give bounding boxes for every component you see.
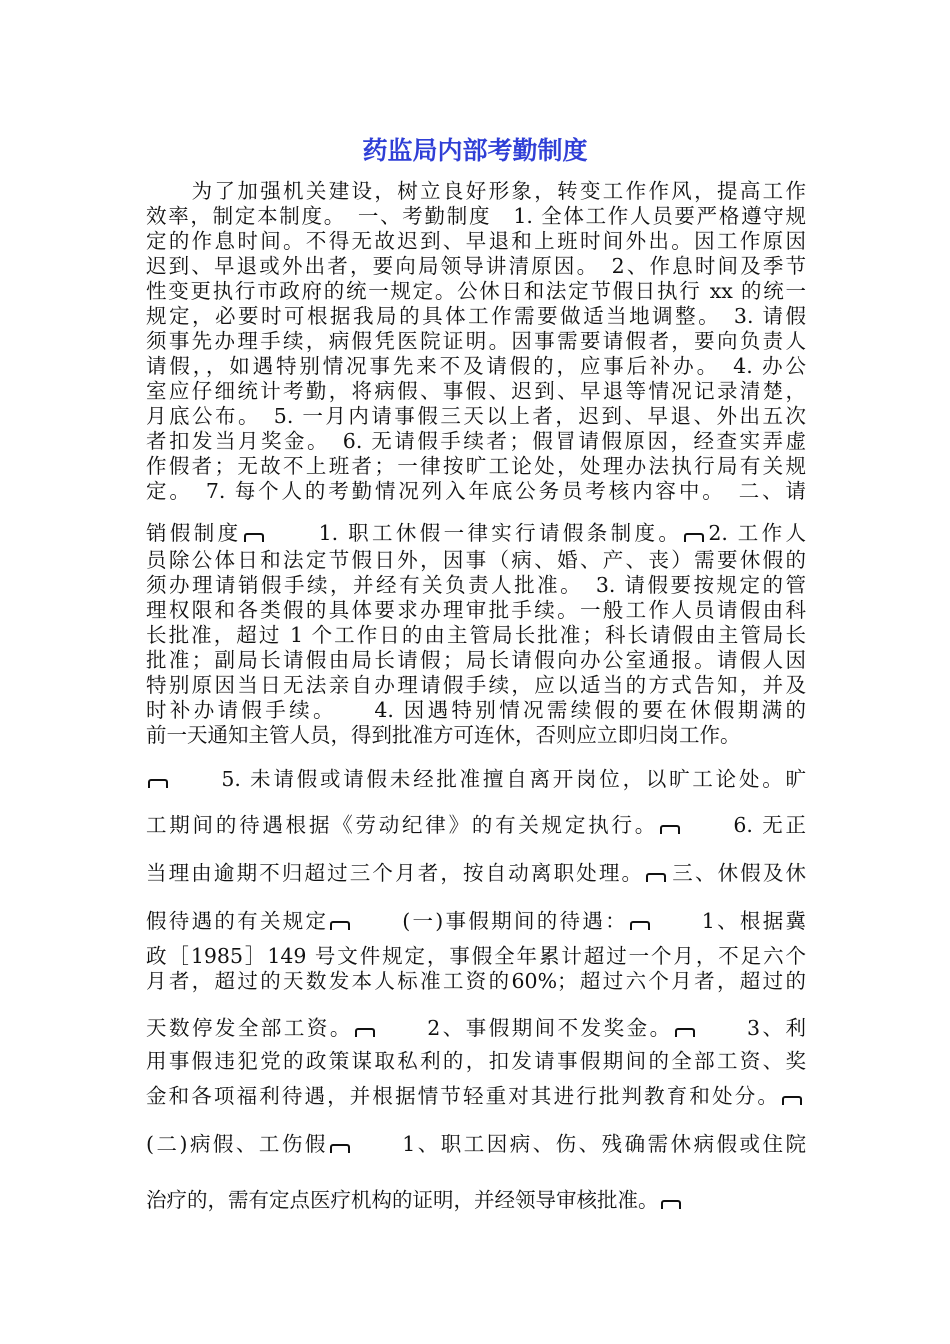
paragraph-mark-icon <box>660 825 680 834</box>
text-line: 定。 7. 每个人的考勤情况列入年底公务员考核内容中。 二、请 <box>146 479 806 503</box>
text-line: 为了加强机关建设，树立良好形象，转变工作作风，提高工作 <box>146 179 806 203</box>
text-line: 迟到、早退或外出者，要向局领导讲清原因。 2、作息时间及季节 <box>146 254 806 278</box>
paragraph-mark-icon <box>661 1200 681 1209</box>
text-line: 治疗的，需有定点医疗机构的证明，并经领导审核批准。 <box>146 1187 806 1213</box>
text-line: 作假者；无故不上班者；一律按旷工论处，处理办法执行局有关规 <box>146 454 806 478</box>
paragraph-mark-icon <box>646 873 666 882</box>
paragraph-mark-icon <box>355 1028 375 1037</box>
text-line: 须办理请销假手续，并经有关负责人批准。 3. 请假要按规定的管 <box>146 573 806 597</box>
text-line: 前一天通知主管人员，得到批准方可连休，否则应立即归岗工作。 <box>146 723 741 747</box>
text-line: 天数停发全部工资。 2、事假期间不发奖金。 3、利 <box>146 1016 806 1040</box>
text-line: 理权限和各类假的具体要求办理审批手续。一般工作人员请假由科 <box>146 598 806 622</box>
text-line: 员除公体日和法定节假日外，因事（病、婚、产、丧）需要休假的 <box>146 548 806 572</box>
text-line: 销假制度 1. 职工休假一律实行请假条制度。 2. 工作人 <box>146 521 806 545</box>
paragraph-mark-icon <box>330 1144 350 1153</box>
paragraph-mark-icon <box>684 533 704 542</box>
text-line: 用事假违犯党的政策谋取私利的，扣发请事假期间的全部工资、奖 <box>146 1049 806 1073</box>
document-title: 药监局内部考勤制度 <box>362 136 588 165</box>
text-line: 规定，必要时可根据我局的具体工作需要做适当地调整。 3. 请假 <box>146 304 806 328</box>
text-line: 室应仔细统计考勤，将病假、事假、迟到、早退等情况记录清楚， <box>146 379 806 403</box>
text-line: 月者，超过的天数发本人标准工资的60%；超过六个月者，超过的 <box>146 969 806 993</box>
text-line: 当理由逾期不归超过三个月者，按自动离职处理。 三、休假及休 <box>146 861 806 885</box>
text-line: 月底公布。 5. 一月内请事假三天以上者，迟到、早退、外出五次 <box>146 404 806 428</box>
text-line: 者扣发当月奖金。 6. 无请假手续者；假冒请假原因，经查实弄虚 <box>146 429 806 453</box>
text-line: 工期间的待遇根据《劳动纪律》的有关规定执行。 6. 无正 <box>146 813 806 837</box>
text-line: 政［1985］149 号文件规定，事假全年累计超过一个月，不足六个 <box>146 944 806 968</box>
text-line: 请假，，如遇特别情况事先来不及请假的，应事后补办。 4. 办公 <box>146 354 806 378</box>
paragraph-mark-icon <box>782 1096 802 1105</box>
text-line: 长批准，超过 1 个工作日的由主管局长批准；科长请假由主管局长 <box>146 623 806 647</box>
paragraph-mark-icon <box>148 779 168 788</box>
paragraph-mark-icon <box>330 921 350 930</box>
text-line: 特别原因当日无法亲自办理请假手续，应以适当的方式告知，并及 <box>146 673 806 697</box>
text-line: 性变更执行市政府的统一规定。公休日和法定节假日执行 xx 的统一 <box>146 279 806 303</box>
text-line: 效率，制定本制度。 一、考勤制度 1. 全体工作人员要严格遵守规 <box>146 204 806 228</box>
text-line: 5. 未请假或请假未经批准擅自离开岗位，以旷工论处。旷 <box>146 766 806 792</box>
paragraph-mark-icon <box>630 921 650 930</box>
text-line: 假待遇的有关规定 (一)事假期间的待遇： 1、根据冀 <box>146 909 806 933</box>
paragraph-mark-icon <box>244 533 264 542</box>
text-line: 金和各项福利待遇，并根据情节轻重对其进行批判教育和处分。 <box>146 1083 806 1109</box>
text-line: 时补办请假手续。 4. 因遇特别情况需续假的要在休假期满的 <box>146 698 806 722</box>
text-line: 须事先办理手续，病假凭医院证明。因事需要请假者，要向负责人 <box>146 329 806 353</box>
text-line: (二)病假、工伤假 1、职工因病、伤、残确需休病假或住院 <box>146 1132 806 1156</box>
text-line: 批准；副局长请假由局长请假；局长请假向办公室通报。请假人因 <box>146 648 806 672</box>
paragraph-mark-icon <box>675 1028 695 1037</box>
text-line: 定的作息时间。不得无故迟到、早退和上班时间外出。因工作原因 <box>146 229 806 253</box>
